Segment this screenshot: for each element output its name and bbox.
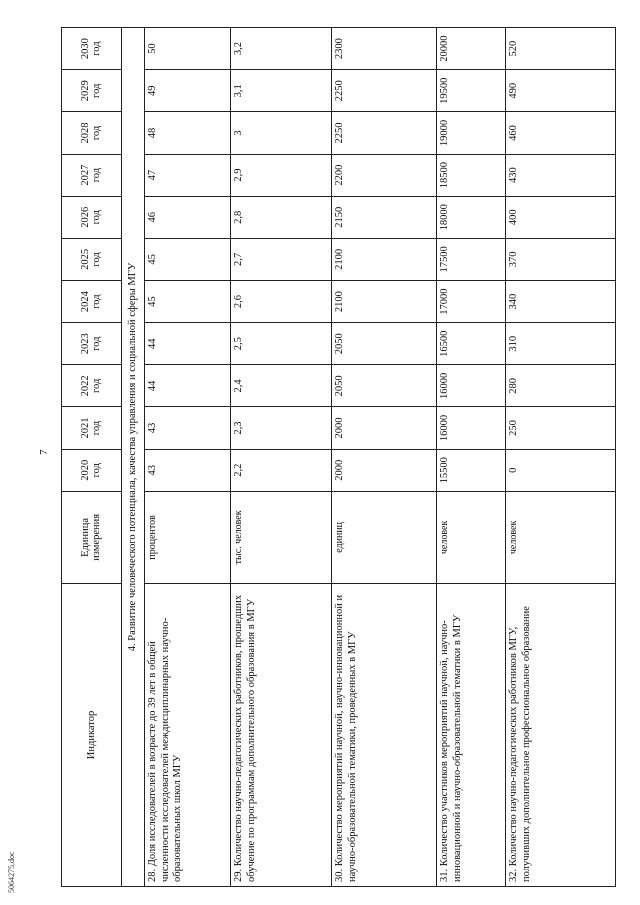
value-cell: 340 (506, 280, 616, 322)
unit-cell: человек (506, 491, 616, 583)
value-cell: 430 (506, 154, 616, 196)
header-year: 2027 год (62, 154, 122, 196)
unit-cell: процентов (145, 491, 231, 583)
value-cell: 45 (145, 238, 231, 280)
header-year: 2025 год (62, 238, 122, 280)
header-row (62, 28, 122, 887)
header-year: 2020 год (62, 449, 122, 491)
value-cell: 49 (145, 70, 231, 112)
value-cell: 2,3 (231, 407, 332, 449)
document-filename: 5064275.doc (7, 851, 16, 893)
value-cell: 400 (506, 196, 616, 238)
table-row (231, 28, 332, 887)
value-cell: 15500 (437, 449, 506, 491)
indicator-cell: 29. Количество научно-педагогических работников, прошедших обучение по программам дополнительного образования в МГУ (231, 583, 332, 886)
unit-cell: человек (437, 491, 506, 583)
value-cell: 17000 (437, 280, 506, 322)
header-year: 2022 год (62, 365, 122, 407)
value-cell: 2,2 (231, 449, 332, 491)
value-cell: 460 (506, 112, 616, 154)
value-cell: 2200 (332, 154, 437, 196)
table-row (506, 28, 616, 887)
value-cell: 44 (145, 365, 231, 407)
value-cell: 45 (145, 280, 231, 322)
header-unit: Единица измерения (62, 491, 122, 583)
page-number: 7 (38, 449, 50, 455)
value-cell: 2150 (332, 196, 437, 238)
value-cell: 18000 (437, 196, 506, 238)
value-cell: 370 (506, 238, 616, 280)
value-cell: 43 (145, 449, 231, 491)
section-title: 4. Развитие человеческого потенциала, качества управления и социальной сферы МГУ (121, 28, 145, 887)
value-cell: 2000 (332, 407, 437, 449)
unit-cell: единиц (332, 491, 437, 583)
value-cell: 44 (145, 323, 231, 365)
value-cell: 2100 (332, 280, 437, 322)
value-cell: 280 (506, 365, 616, 407)
header-year: 2021 год (62, 407, 122, 449)
value-cell: 43 (145, 407, 231, 449)
value-cell: 2,9 (231, 154, 332, 196)
value-cell: 20000 (437, 28, 506, 70)
header-year: 2026 год (62, 196, 122, 238)
indicator-cell: 30. Количество мероприятий научной, научно-инновационной и научно-образовательной тематики, проведенных в МГУ (332, 583, 437, 886)
value-cell: 2250 (332, 112, 437, 154)
indicator-cell: 32. Количество научно-педагогических работников МГУ, получивших дополнительное профессиональное образование (506, 583, 616, 886)
header-year: 2028 год (62, 112, 122, 154)
value-cell: 250 (506, 407, 616, 449)
value-cell: 16000 (437, 407, 506, 449)
value-cell: 310 (506, 323, 616, 365)
value-cell: 2,4 (231, 365, 332, 407)
header-year: 2024 год (62, 280, 122, 322)
header-year: 2023 год (62, 323, 122, 365)
value-cell: 520 (506, 28, 616, 70)
header-year: 2030 год (62, 28, 122, 70)
indicator-cell: 31. Количество участников мероприятий научной, научно-инновационной и научно-образовательной тематики в МГУ (437, 583, 506, 886)
value-cell: 2300 (332, 28, 437, 70)
value-cell: 50 (145, 28, 231, 70)
value-cell: 19500 (437, 70, 506, 112)
value-cell: 2050 (332, 323, 437, 365)
value-cell: 46 (145, 196, 231, 238)
value-cell: 3 (231, 112, 332, 154)
value-cell: 3,1 (231, 70, 332, 112)
value-cell: 2000 (332, 449, 437, 491)
indicators-table (61, 27, 616, 887)
section-row (121, 28, 145, 887)
table-row (437, 28, 506, 887)
indicator-cell: 28. Доля исследователей в возрасте до 39 лет в общей численности исследователей междисциплинарных научно-образовательных школ МГУ (145, 583, 231, 886)
header-indicator: Индикатор (62, 583, 122, 886)
value-cell: 19000 (437, 112, 506, 154)
table-row (145, 28, 231, 887)
value-cell: 2,6 (231, 280, 332, 322)
value-cell: 2,5 (231, 323, 332, 365)
header-year: 2029 год (62, 70, 122, 112)
value-cell: 2050 (332, 365, 437, 407)
value-cell: 18500 (437, 154, 506, 196)
value-cell: 490 (506, 70, 616, 112)
table-container (61, 27, 616, 887)
value-cell: 2100 (332, 238, 437, 280)
table-row (332, 28, 437, 887)
value-cell: 17500 (437, 238, 506, 280)
unit-cell: тыс. человек (231, 491, 332, 583)
value-cell: 2250 (332, 70, 437, 112)
value-cell: 0 (506, 449, 616, 491)
value-cell: 47 (145, 154, 231, 196)
value-cell: 16500 (437, 323, 506, 365)
value-cell: 3,2 (231, 28, 332, 70)
value-cell: 2,7 (231, 238, 332, 280)
value-cell: 16000 (437, 365, 506, 407)
value-cell: 48 (145, 112, 231, 154)
value-cell: 2,8 (231, 196, 332, 238)
